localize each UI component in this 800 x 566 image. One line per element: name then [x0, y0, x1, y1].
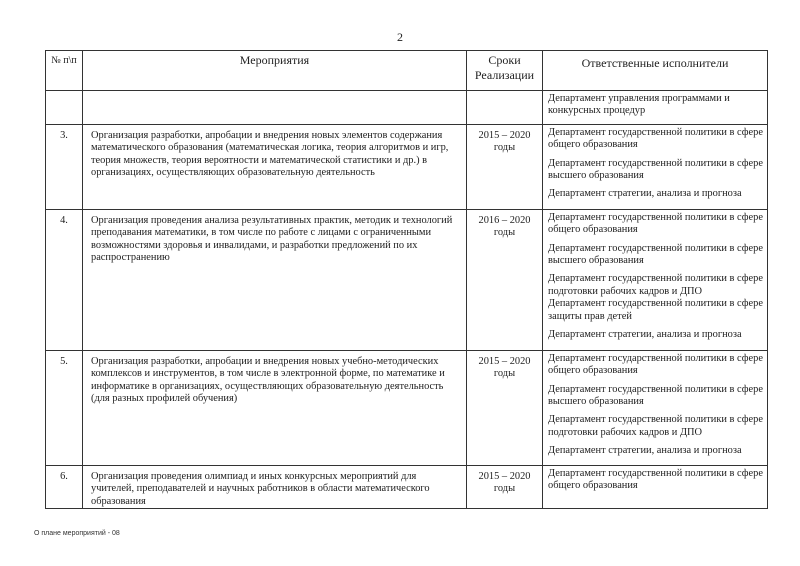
responsible-item: Департамент государственной политики в сфере общего образования: [548, 211, 763, 236]
document-footer: О плане мероприятий - 08: [34, 530, 120, 537]
cell-term: 2016 – 2020 годы: [467, 209, 543, 350]
responsible-item: Департамент государственной политики в сфере высшего образования: [548, 242, 763, 267]
page-number: 2: [397, 30, 403, 44]
cell-number: [46, 91, 83, 125]
responsible-item: Департамент управления программами и конкурсных процедур: [548, 93, 730, 117]
responsible-item: Департамент государственной политики в сфере подготовки рабочих кадров и ДПО: [548, 414, 763, 438]
responsible-item: Департамент стратегии, анализа и прогноза: [548, 188, 742, 200]
action-plan-table: [45, 50, 768, 509]
responsible-item: Департамент государственной политики в сфере общего образования: [548, 352, 763, 377]
table-row: [46, 465, 768, 508]
cell-number: 6.: [46, 465, 83, 508]
cell-activity: Организация разработки, апробации и внедрения новых учебно-методических комплексов и инструментов, в том числе в электронной форме, по математике и информатике в организациях, осуществляющих образовательную деятельность (для разных профилей обучения): [83, 350, 467, 465]
header-responsible: Ответственные исполнители: [543, 51, 768, 91]
table-row: [46, 124, 768, 209]
cell-term: 2015 – 2020 годы: [467, 350, 543, 465]
cell-activity: Организация разработки, апробации и внедрения новых элементов содержания математического образования (математическая логика, теория алгоритмов и игр, теория множеств, теория вероятности и математической статистики и др.) в организациях, осуществляющих образовательную деятельность: [83, 124, 467, 209]
cell-responsible: [543, 91, 768, 125]
header-activity: Мероприятия: [83, 51, 467, 91]
responsible-item: Департамент государственной политики в сфере высшего образования: [548, 383, 763, 408]
header-term: Сроки Реализации: [467, 51, 543, 91]
cell-term: [467, 91, 543, 125]
cell-term: 2015 – 2020 годы: [467, 465, 543, 508]
cell-number: 4.: [46, 209, 83, 350]
responsible-item: Департамент государственной политики в сфере защиты прав детей: [548, 298, 763, 322]
header-number: № п\п: [46, 51, 83, 91]
responsible-item: Департамент стратегии, анализа и прогноза: [548, 329, 742, 341]
cell-responsible: [543, 209, 768, 350]
table-row: [46, 350, 768, 465]
cell-responsible: [543, 350, 768, 465]
cell-term: 2015 – 2020 годы: [467, 124, 543, 209]
cell-number: 3.: [46, 124, 83, 209]
responsible-item: Департамент стратегии, анализа и прогноза: [548, 445, 742, 457]
responsible-item: Департамент государственной политики в сфере высшего образования: [548, 157, 763, 182]
table-row-continuation: [46, 91, 768, 125]
cell-activity: Организация проведения анализа результативных практик, методик и технологий преподавания математики, в том числе по работе с лицами с ограниченными возможностями здоровья и инвалидами, и разработки предложений по их распространению: [83, 209, 467, 350]
responsible-item: Департамент государственной политики в сфере общего образования: [548, 126, 763, 151]
cell-number: 5.: [46, 350, 83, 465]
responsible-item: Департамент государственной политики в сфере подготовки рабочих кадров и ДПО: [548, 273, 763, 297]
responsible-item: Департамент государственной политики в сфере общего образования: [548, 467, 763, 492]
cell-activity: [83, 91, 467, 125]
table-row: [46, 209, 768, 350]
table-header-row: [46, 51, 768, 91]
cell-responsible: [543, 465, 768, 508]
cell-responsible: [543, 124, 768, 209]
cell-activity: Организация проведения олимпиад и иных конкурсных мероприятий для учителей, преподавателей и научных работников в области математического образования: [83, 465, 467, 508]
